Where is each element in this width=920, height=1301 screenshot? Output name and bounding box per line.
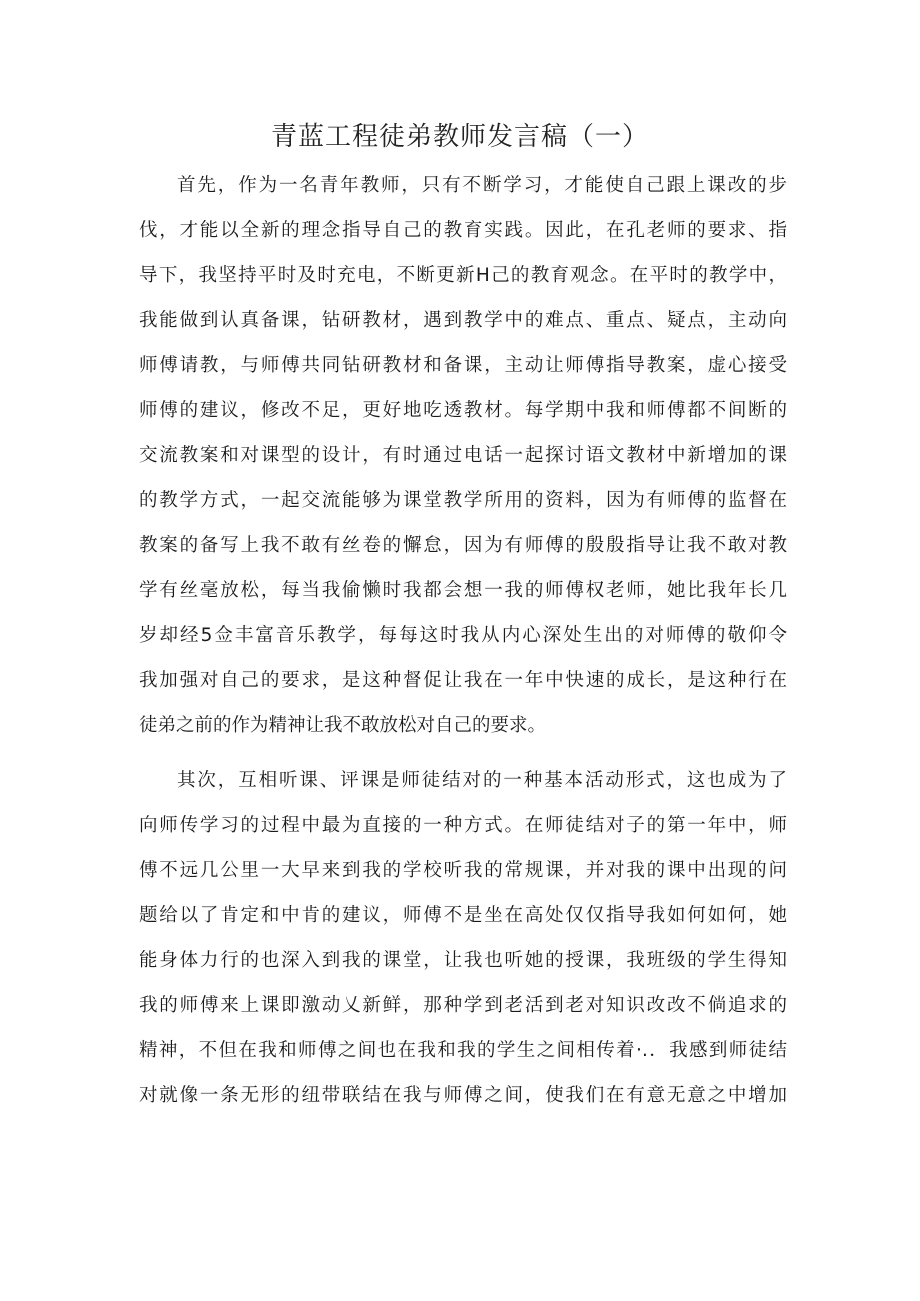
text-line: 能身体力行的也深入到我的课堂，让我也听她的授课，我班级的学生得知 — [139, 950, 787, 971]
text-line: 交流教案和对课型的设计，有时通过电话一起探讨语文教材中新增加的课 — [139, 445, 787, 466]
text-line: 师傅的建议，修改不足，更好地吃透教材。每学期中我和师傅都不间断的 — [139, 400, 787, 421]
paragraph-2 — [139, 763, 787, 1123]
text-line: 向师传学习的过程中最为直接的一种方式。在师徒结对子的第一年中，师 — [139, 815, 787, 836]
document-title: 青蓝工程徒弟教师发言稿（一） — [270, 122, 649, 152]
text-line: 对就像一条无形的纽带联结在我与师傅之间，使我们在有意无意之中增加 — [139, 1085, 787, 1106]
text-line: 我加强对自己的要求，是这种督促让我在一年中快速的成长，是这种行在 — [139, 670, 787, 691]
text-line: 学有丝毫放松，每当我偷懒时我都会想一我的师傅权老师，她比我年长几 — [139, 580, 787, 601]
text-line: 精神，不但在我和师傅之间也在我和我的学生之间相传着·.．我感到师徒结 — [139, 1040, 787, 1061]
text-line: 傅不远几公里一大早来到我的学校听我的常规课，并对我的课中出现的问 — [139, 860, 787, 881]
document-body — [139, 168, 787, 1133]
text-line: 岁却经5佥丰富音乐教学，每每这时我从内心深处生出的对师傅的敬仰令 — [139, 625, 787, 646]
paragraph-1 — [139, 168, 787, 753]
text-line: 伐，才能以全新的理念指导自己的教育实践。因此，在孔老师的要求、指 — [139, 220, 787, 241]
text-line: 其次，互相听课、评课是师徒结对的一种基本活动形式，这也成为了 — [177, 770, 787, 791]
text-line: 徒弟之前的作为精神让我不敢放松对自己的要求。 — [139, 715, 547, 736]
text-line: 题给以了肯定和中肯的建议，师傅不是坐在高处仅仅指导我如何如何，她 — [139, 905, 787, 926]
text-line: 我的师傅来上课即激动乂新鲜，那种学到老活到老对知识改改不倘追求的 — [139, 995, 787, 1016]
text-line: 首先，作为一名青年教师，只有不断学习，才能使自己跟上课改的步 — [177, 175, 787, 196]
text-line: 师傅请教，与师傅共同钻研教材和备课，主动让师傅指导教案，虚心接受 — [139, 355, 787, 376]
text-line: 的教学方式，一起交流能够为课堂教学所用的资料，因为有师傅的监督在 — [139, 490, 787, 511]
text-line: 导下，我坚持平时及时充电，不断更新H己的教育观念。在平时的教学中， — [139, 265, 787, 286]
text-line: 教案的备写上我不敢有丝卷的懈怠，因为有师傅的殷殷指导让我不敢对教 — [139, 535, 787, 556]
text-line: 我能做到认真备课，钻研教材，遇到教学中的难点、重点、疑点，主动向 — [139, 310, 787, 331]
